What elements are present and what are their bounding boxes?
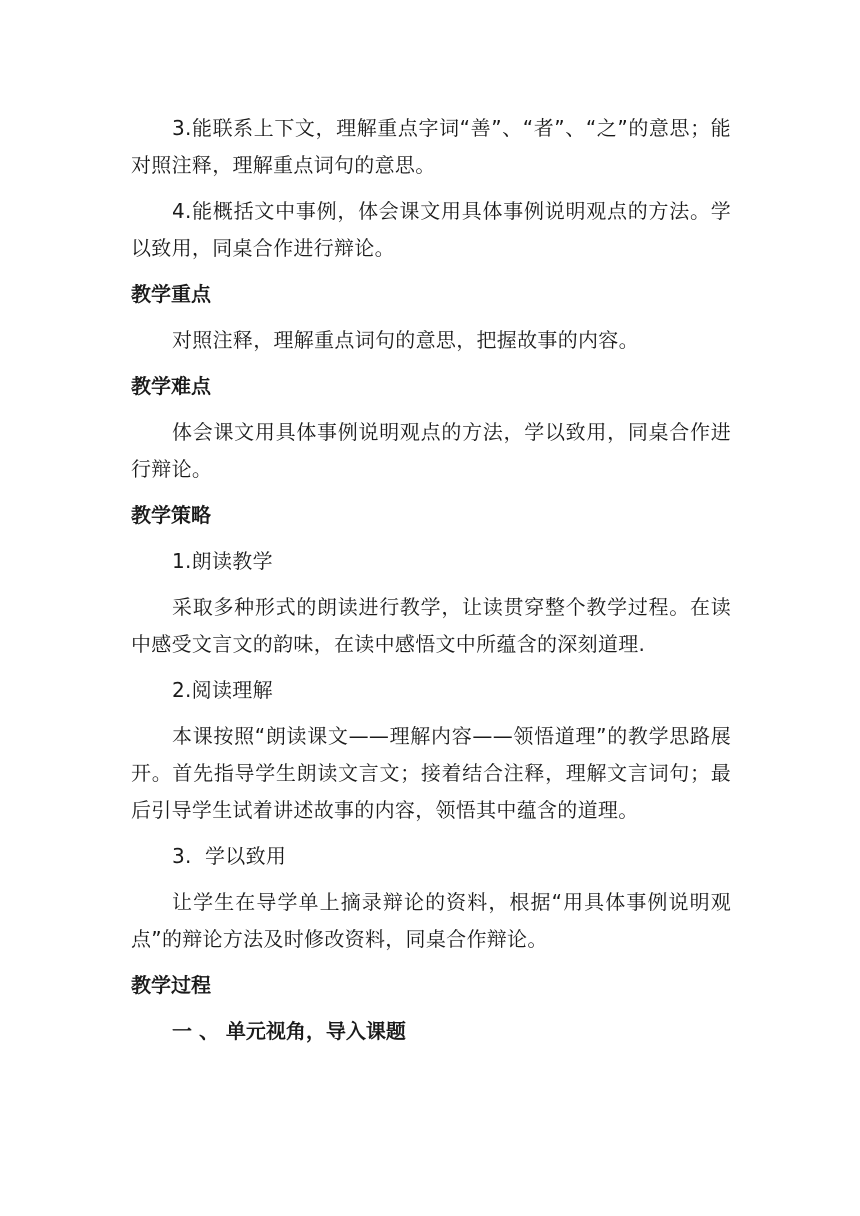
strategy-item-text: 采取多种形式的朗读进行教学，让读贯穿整个教学过程。在读中感受文言文的韵味，在读中感悟文中所蕴含的深刻道理.	[131, 595, 731, 656]
difficulty-text: 体会课文用具体事例说明观点的方法，学以致用，同桌合作进行辩论。	[131, 420, 731, 481]
goal-4: 4.能概括文中事例，体会课文用具体事例说明观点的方法。学以致用，同桌合作进行辩论。	[131, 199, 731, 260]
key-point-text: 对照注释，理解重点词句的意思，把握故事的内容。	[172, 328, 639, 352]
strategy-item-title: 2.阅读理解	[172, 678, 273, 702]
process-section-1: 一 、 单元视角，导入课题	[172, 1019, 406, 1043]
strategy-item-text: 让学生在导学单上摘录辩论的资料，根据“用具体事例说明观点”的辩论方法及时修改资料，同桌合作辩论。	[131, 890, 731, 951]
goal-3: 3.能联系上下文，理解重点字词“善”、“者”、“之”的意思；能对照注释，理解重点词句的意思。	[131, 116, 731, 177]
strategy-item-title: 3. 学以致用	[172, 844, 287, 868]
key-point-heading: 教学重点	[131, 282, 211, 306]
strategy-item-title: 1.朗读教学	[172, 549, 273, 573]
document-page	[131, 110, 731, 1059]
process-heading: 教学过程	[131, 973, 211, 997]
strategy-item-text: 本课按照“朗读课文——理解内容——领悟道理”的教学思路展开。首先指导学生朗读文言文；接着结合注释，理解文言词句；最后引导学生试着讲述故事的内容，领悟其中蕴含的道理。	[131, 724, 731, 822]
strategy-heading: 教学策略	[131, 503, 211, 527]
difficulty-heading: 教学难点	[131, 374, 211, 398]
